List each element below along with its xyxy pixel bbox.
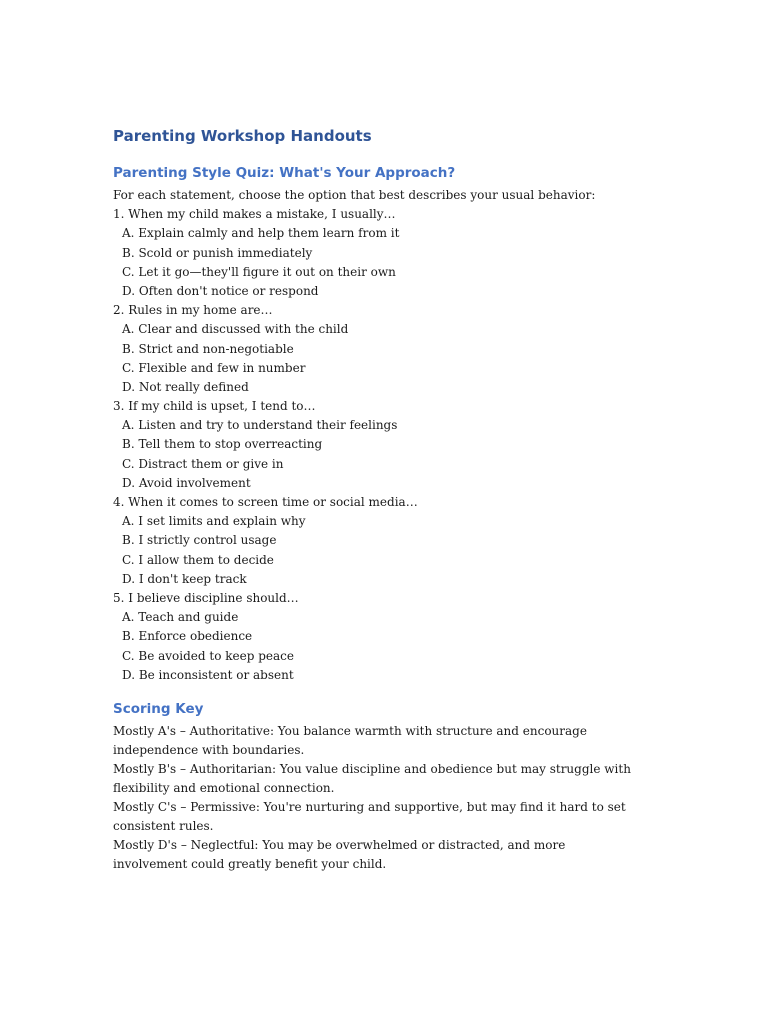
answer-option: B. Tell them to stop overreacting <box>122 437 323 452</box>
answer-option: C. Distract them or give in <box>122 456 284 471</box>
document-body <box>113 124 673 874</box>
answer-option: C. Be avoided to keep peace <box>122 648 294 663</box>
answer-option: C. Flexible and few in number <box>122 360 306 375</box>
answer-option: B. Strict and non-negotiable <box>122 341 294 356</box>
quiz-question <box>113 301 673 397</box>
answer-option: B. Enforce obedience <box>122 629 253 644</box>
quiz-heading: Parenting Style Quiz: What's Your Approach? <box>113 165 456 181</box>
answer-option: C. Let it go—they'll figure it out on their own <box>122 264 396 279</box>
quiz-question <box>113 205 673 301</box>
question-text: 2. Rules in my home are… <box>113 303 273 318</box>
scoring-entry: Mostly B's – Authoritarian: You value discipline and obedience but may struggle with flexibility and emotional connection. <box>113 761 631 795</box>
answer-option: D. I don't keep track <box>122 571 247 586</box>
question-text: 1. When my child makes a mistake, I usually… <box>113 207 396 222</box>
quiz-intro: For each statement, choose the option that best describes your usual behavior: <box>113 188 596 202</box>
question-text: 5. I believe discipline should… <box>113 590 299 605</box>
scoring-entry: Mostly D's – Neglectful: You may be overwhelmed or distracted, and more involvement could greatly benefit your child. <box>113 837 566 871</box>
scoring-entry: Mostly C's – Permissive: You're nurturing and supportive, but may find it hard to set consistent rules. <box>113 799 626 833</box>
answer-option: A. Clear and discussed with the child <box>122 322 349 337</box>
scoring-heading: Scoring Key <box>113 700 204 717</box>
answer-option: A. Teach and guide <box>122 610 239 625</box>
answer-option: D. Often don't notice or respond <box>122 283 319 298</box>
scoring-entry: Mostly A's – Authoritative: You balance warmth with structure and encourage independence with boundaries. <box>113 723 587 757</box>
quiz-question <box>113 493 673 589</box>
answer-option: C. I allow them to decide <box>122 552 274 567</box>
question-text: 4. When it comes to screen time or social media… <box>113 495 418 509</box>
answer-option: B. I strictly control usage <box>122 533 277 548</box>
answer-option: D. Avoid involvement <box>122 475 251 490</box>
quiz-question <box>113 397 673 493</box>
document-title: Parenting Workshop Handouts <box>113 127 372 145</box>
answer-option: D. Be inconsistent or absent <box>122 667 294 682</box>
quiz-question <box>113 589 673 685</box>
answer-option: D. Not really defined <box>122 379 249 394</box>
answer-option: B. Scold or punish immediately <box>122 245 313 260</box>
answer-option: A. I set limits and explain why <box>122 514 306 529</box>
answer-option: A. Explain calmly and help them learn from it <box>122 226 400 241</box>
question-text: 3. If my child is upset, I tend to… <box>113 399 316 414</box>
answer-option: A. Listen and try to understand their feelings <box>122 418 398 433</box>
